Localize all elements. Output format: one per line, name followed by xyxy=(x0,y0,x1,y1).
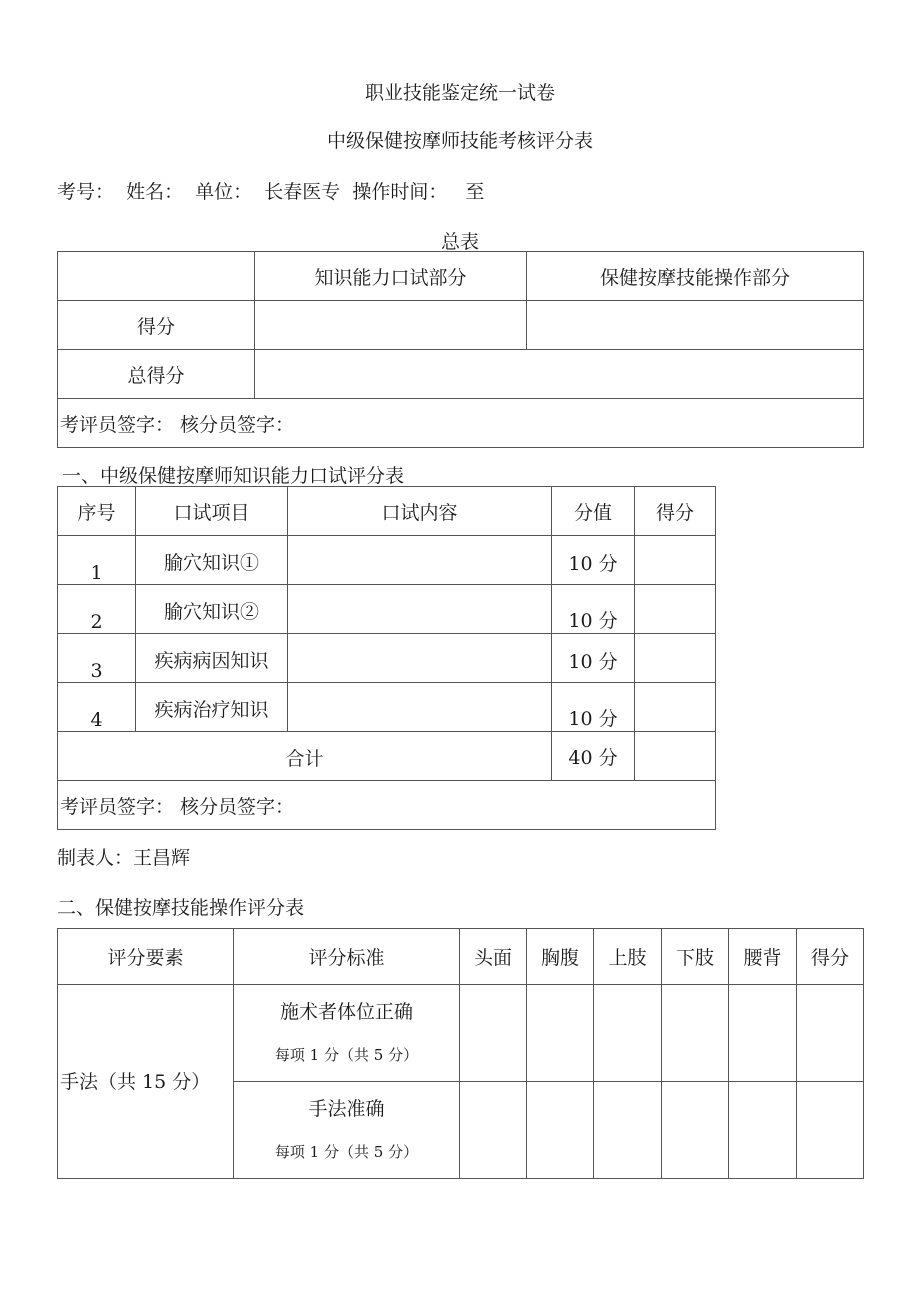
table-row xyxy=(58,634,716,683)
skill-cell-upper[interactable] xyxy=(594,1082,662,1179)
skill-cell-back[interactable] xyxy=(729,1082,797,1179)
oral-row-score[interactable] xyxy=(635,683,716,732)
skill-header-chest: 胸腹 xyxy=(527,929,594,985)
oral-row-score[interactable] xyxy=(635,585,716,634)
oral-header-content: 口试内容 xyxy=(288,487,552,536)
form-maker: 制表人：王昌辉 xyxy=(57,847,191,869)
skill-header-upper: 上肢 xyxy=(594,929,662,985)
skill-header-back: 腰背 xyxy=(729,929,797,985)
oral-header-no: 序号 xyxy=(58,487,136,536)
skill-cell-chest[interactable] xyxy=(527,1082,594,1179)
skill-header-element: 评分要素 xyxy=(58,929,234,985)
oral-row-no: 4 xyxy=(58,683,136,732)
oral-row-points: 10 分 xyxy=(552,634,635,683)
oral-row-item: 疾病治疗知识 xyxy=(136,683,288,732)
oral-row-no: 2 xyxy=(58,585,136,634)
skill-header-standard: 评分标准 xyxy=(234,929,460,985)
oral-row-content[interactable] xyxy=(288,536,552,585)
skill-criterion: 手法准确 每项 1 分（共 5 分） xyxy=(234,1082,460,1179)
oral-row-item: 腧穴知识② xyxy=(136,585,288,634)
oral-row-content[interactable] xyxy=(288,683,552,732)
skill-cell-chest[interactable] xyxy=(527,985,594,1082)
skill-cell-upper[interactable] xyxy=(594,985,662,1082)
oral-row-content[interactable] xyxy=(288,585,552,634)
table-row xyxy=(58,585,716,634)
oral-row-score[interactable] xyxy=(635,536,716,585)
summary-row-total-label: 总得分 xyxy=(58,350,255,399)
skill-cell-back[interactable] xyxy=(729,985,797,1082)
skill-cell-lower[interactable] xyxy=(662,985,729,1082)
oral-row-points: 10 分 xyxy=(552,683,635,732)
table-row xyxy=(58,985,864,1082)
summary-col-oral: 知识能力口试部分 xyxy=(255,252,527,301)
summary-oral-score-cell[interactable] xyxy=(255,301,527,350)
oral-row-no: 1 xyxy=(58,536,136,585)
oral-row-content[interactable] xyxy=(288,634,552,683)
skill-criterion-note: 每项 1 分（共 5 分） xyxy=(274,1143,419,1161)
summary-skill-score-cell[interactable] xyxy=(527,301,864,350)
oral-header-points: 分值 xyxy=(552,487,635,536)
skill-cell-score[interactable] xyxy=(797,1082,864,1179)
summary-row-score-label: 得分 xyxy=(58,301,255,350)
skill-table xyxy=(57,928,864,1179)
oral-row-points: 10 分 xyxy=(552,536,635,585)
oral-row-item: 疾病病因知识 xyxy=(136,634,288,683)
skill-cell-score[interactable] xyxy=(797,985,864,1082)
skill-criterion: 施术者体位正确 每项 1 分（共 5 分） xyxy=(234,985,460,1082)
oral-row-item: 腧穴知识① xyxy=(136,536,288,585)
skill-cell-lower[interactable] xyxy=(662,1082,729,1179)
skill-group-technique: 手法（共 15 分） xyxy=(58,985,234,1179)
exam-title: 职业技能鉴定统一试卷 xyxy=(364,82,555,104)
oral-heading: 一、中级保健按摩师知识能力口试评分表 xyxy=(62,465,405,487)
summary-col-skill: 保健按摩技能操作部分 xyxy=(527,252,864,301)
summary-caption: 总表 xyxy=(440,231,479,253)
oral-signature: 考评员签字： 核分员签字： xyxy=(58,781,716,830)
form-title: 中级保健按摩师技能考核评分表 xyxy=(326,130,593,152)
oral-total-score[interactable] xyxy=(635,732,716,781)
summary-corner-cell xyxy=(58,252,255,301)
skill-criterion-note: 每项 1 分（共 5 分） xyxy=(274,1046,419,1064)
oral-row-no: 3 xyxy=(58,634,136,683)
summary-total-cell[interactable] xyxy=(255,350,864,399)
summary-signature: 考评员签字： 核分员签字： xyxy=(58,399,864,448)
oral-total-points: 40 分 xyxy=(552,732,635,781)
table-row xyxy=(58,683,716,732)
oral-header-item: 口试项目 xyxy=(136,487,288,536)
oral-total-label: 合计 xyxy=(58,732,552,781)
skill-heading: 二、保健按摩技能操作评分表 xyxy=(57,897,305,919)
oral-row-points: 10 分 xyxy=(552,585,635,634)
skill-header-lower: 下肢 xyxy=(662,929,729,985)
oral-table xyxy=(57,486,716,830)
skill-header-head: 头面 xyxy=(460,929,527,985)
skill-cell-head[interactable] xyxy=(460,1082,527,1179)
summary-table xyxy=(57,251,864,448)
skill-header-score: 得分 xyxy=(797,929,864,985)
oral-header-score: 得分 xyxy=(635,487,716,536)
table-row xyxy=(58,536,716,585)
candidate-info-line: 考号： 姓名： 单位： 长春医专 操作时间： 至 xyxy=(57,181,485,203)
skill-cell-head[interactable] xyxy=(460,985,527,1082)
oral-row-score[interactable] xyxy=(635,634,716,683)
